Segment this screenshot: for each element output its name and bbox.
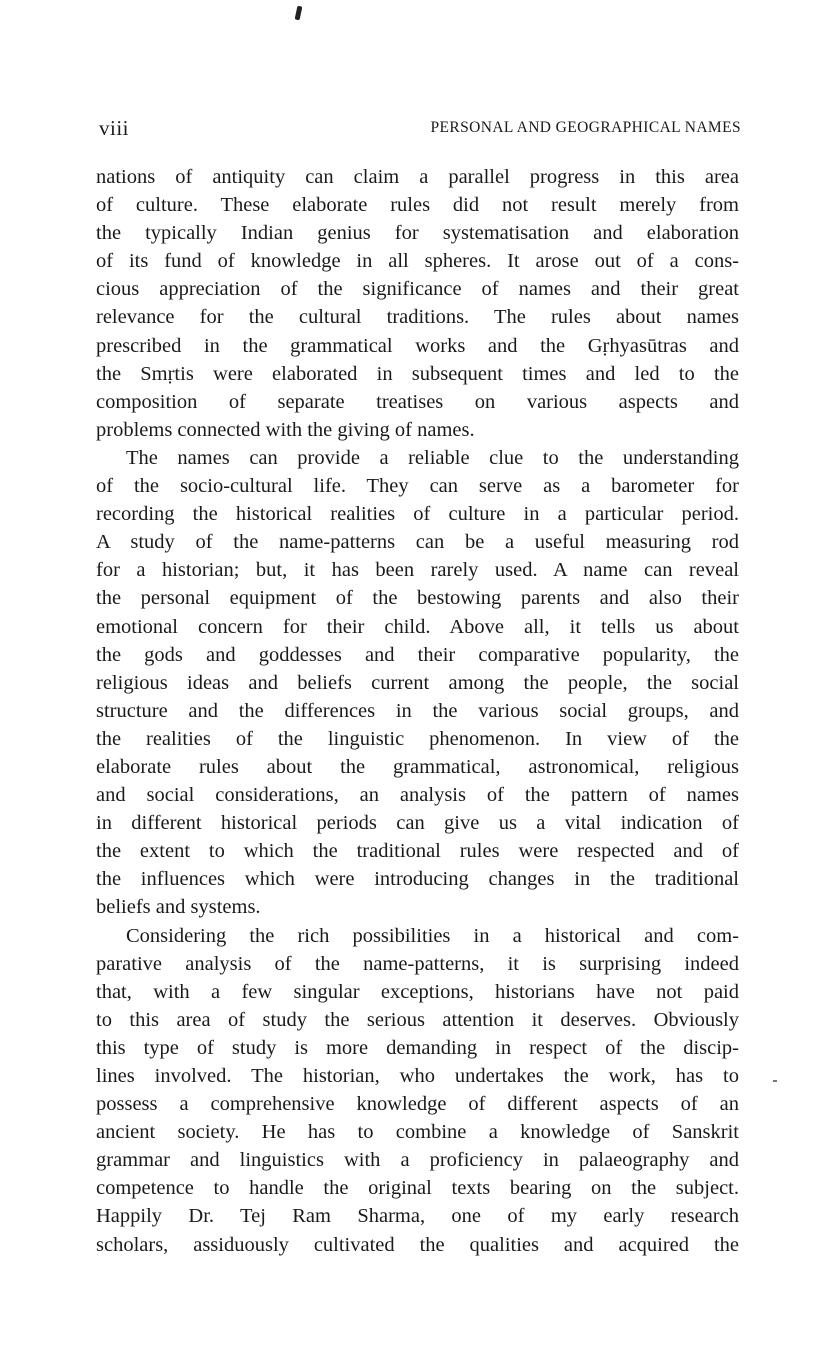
text-line: in different historical periods can give us a vital indication of: [96, 812, 739, 835]
text-line: ancient society. He has to combine a knowledge of Sanskrit: [96, 1121, 739, 1144]
text-line: parative analysis of the name-patterns, it is surprising indeed: [96, 952, 739, 975]
text-line: of culture. These elaborate rules did not result merely from: [96, 194, 739, 217]
text-line: structure and the differences in the various social groups, and: [96, 699, 739, 722]
text-line: the typically Indian genius for systematisation and elaboration: [96, 222, 739, 245]
text-line: this type of study is more demanding in respect of the discip-: [96, 1036, 739, 1059]
text-line: of its fund of knowledge in all spheres. It arose out of a cons-: [96, 250, 739, 273]
body-text: [96, 163, 739, 1259]
text-line: to this area of study the serious attention it deserves. Obviously: [96, 1008, 739, 1031]
text-line: beliefs and systems.: [96, 896, 261, 919]
text-line: competence to handle the original texts bearing on the subject.: [96, 1177, 739, 1200]
margin-mark: [773, 1080, 777, 1082]
text-line: the influences which were introducing changes in the traditional: [96, 868, 739, 891]
text-line: for a historian; but, it has been rarely used. A name can reveal: [96, 559, 739, 582]
text-line: The names can provide a reliable clue to the understanding: [126, 446, 739, 469]
text-line: and social considerations, an analysis of the pattern of names: [96, 784, 739, 807]
text-line: the personal equipment of the bestowing parents and also their: [96, 587, 739, 610]
page-number: viii: [99, 116, 130, 140]
text-line: grammar and linguistics with a proficiency in palaeography and: [96, 1149, 739, 1172]
text-line: emotional concern for their child. Above all, it tells us about: [96, 615, 739, 638]
text-line: the extent to which the traditional rules were respected and of: [96, 840, 739, 863]
text-line: the Smṛtis were elaborated in subsequent times and led to the: [96, 362, 739, 385]
text-line: the gods and goddesses and their comparative popularity, the: [96, 643, 739, 666]
text-line: problems connected with the giving of names.: [96, 418, 475, 441]
text-line: religious ideas and beliefs current among the people, the social: [96, 671, 739, 694]
text-line: A study of the name-patterns can be a useful measuring rod: [96, 531, 739, 554]
text-line: recording the historical realities of culture in a particular period.: [96, 503, 739, 526]
running-head: PERSONAL AND GEOGRAPHICAL NAMES: [430, 119, 741, 136]
page-header: [99, 116, 741, 140]
text-line: that, with a few singular exceptions, historians have not paid: [96, 980, 739, 1003]
text-line: elaborate rules about the grammatical, astronomical, religious: [96, 755, 739, 778]
ink-mark: [295, 6, 303, 21]
text-line: composition of separate treatises on various aspects and: [96, 390, 739, 413]
text-line: prescribed in the grammatical works and the Gṛhyasūtras and: [96, 334, 739, 357]
text-line: scholars, assiduously cultivated the qualities and acquired the: [96, 1233, 739, 1256]
text-line: nations of antiquity can claim a parallel progress in this area: [96, 166, 739, 188]
text-line: Considering the rich possibilities in a historical and com-: [126, 924, 739, 947]
text-line: the realities of the linguistic phenomenon. In view of the: [96, 727, 739, 750]
text-line: cious appreciation of the significance of names and their great: [96, 278, 739, 301]
text-line: lines involved. The historian, who undertakes the work, has to: [96, 1065, 739, 1087]
text-line: relevance for the cultural traditions. The rules about names: [96, 306, 739, 329]
text-line: Happily Dr. Tej Ram Sharma, one of my early research: [96, 1205, 739, 1228]
text-line: possess a comprehensive knowledge of different aspects of an: [96, 1093, 739, 1116]
text-line: of the socio-cultural life. They can serve as a barometer for: [96, 475, 739, 498]
